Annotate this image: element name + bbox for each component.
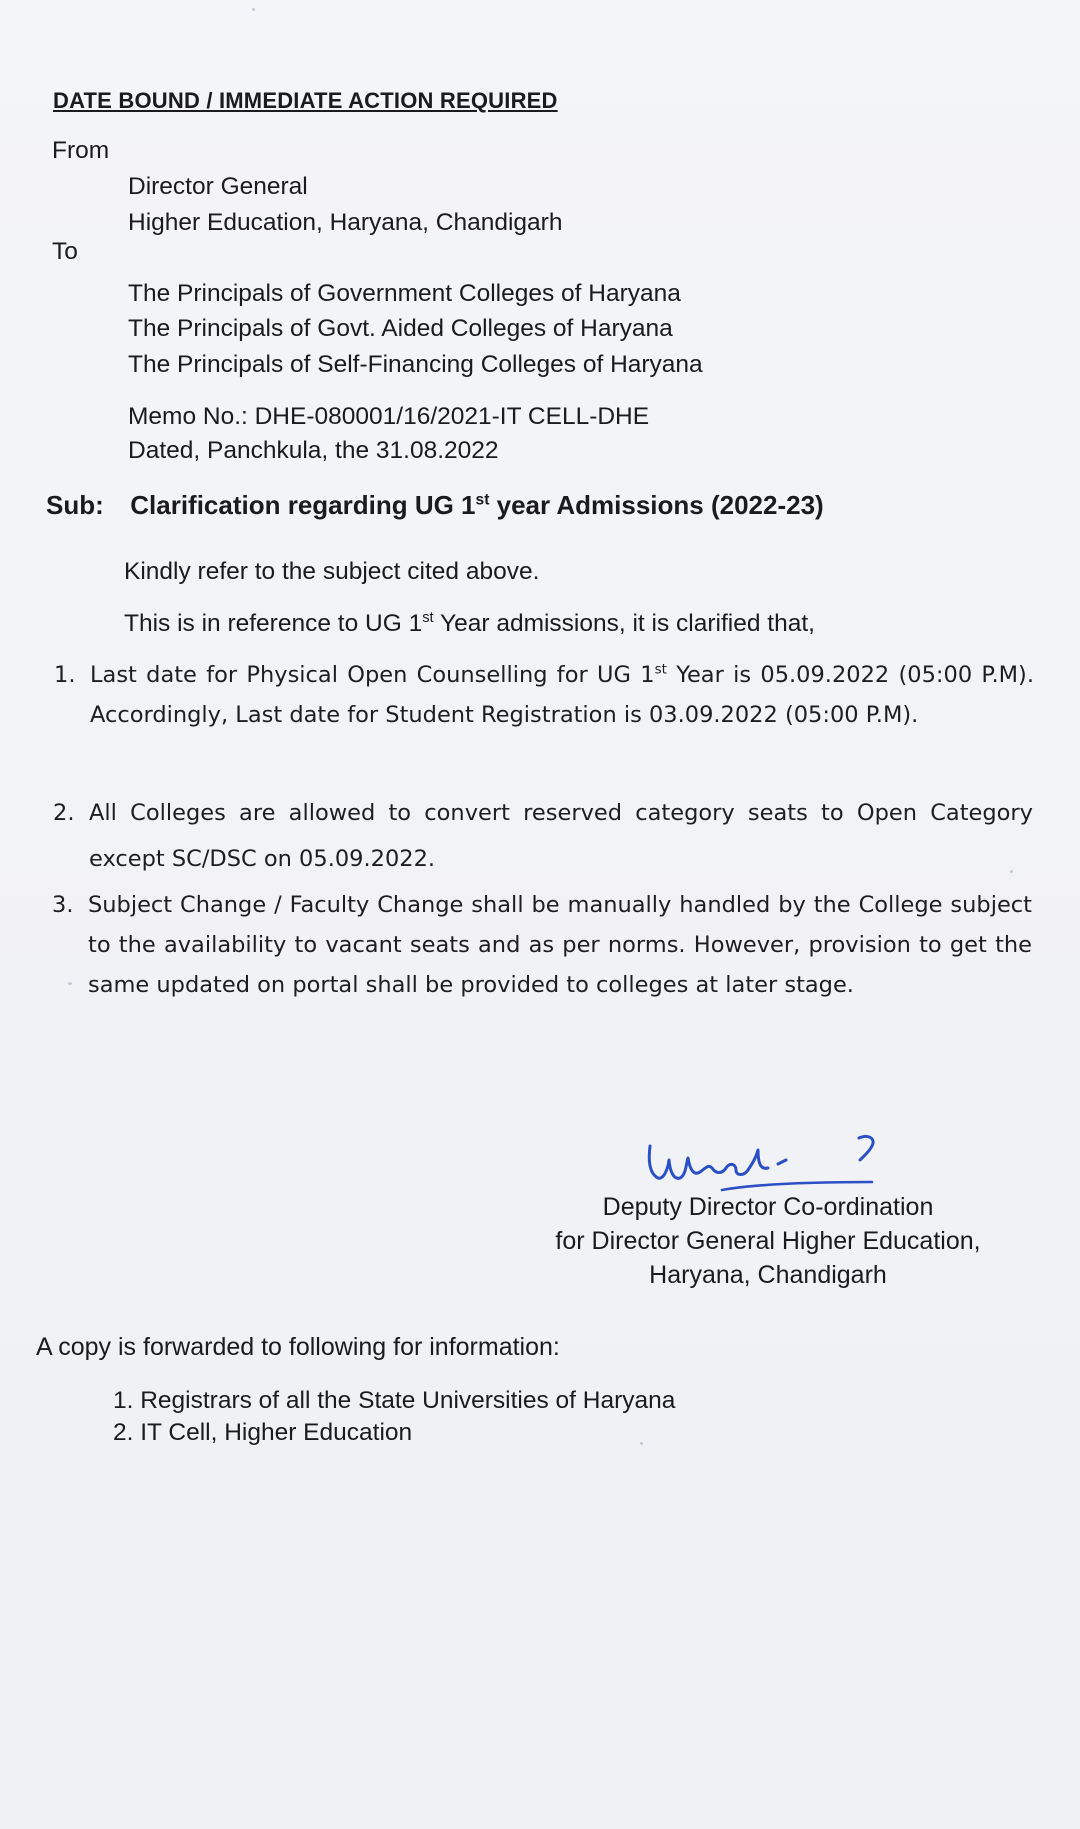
list-item-3: 3. Subject Change / Faculty Change shall be manually handled by the College subject to the availability to vacant seats and as per norms. However, provision to get the same updated on portal shall be provided to colleges at later stage. — [88, 885, 1032, 1005]
subject-text: Clarification regarding UG 1st year Admissions (2022-23) — [130, 490, 824, 520]
signatory-line: Deputy Director Co-ordination — [602, 1193, 934, 1221]
list-number: 2. — [53, 800, 75, 826]
signatory-line: Haryana, Chandigarh — [649, 1261, 887, 1289]
to-line: The Principals of Govt. Aided Colleges of Haryana — [128, 315, 673, 342]
subject-label: Sub: — [46, 490, 104, 520]
from-label: From — [52, 137, 110, 164]
copy-intro: A copy is forwarded to following for information: — [36, 1333, 560, 1361]
to-line: The Principals of Self-Financing Colleges of Haryana — [128, 351, 703, 378]
intro-paragraph-1: Kindly refer to the subject cited above. — [124, 558, 540, 585]
from-line: Higher Education, Haryana, Chandigarh — [128, 209, 563, 236]
subject-line — [46, 490, 824, 521]
intro-paragraph-2: This is in reference to UG 1st Year admissions, it is clarified that, — [124, 609, 815, 637]
list-item-2: 2. All Colleges are allowed to convert reserved category seats to Open Category except SC/DSC on 05.09.2022. — [89, 790, 1033, 882]
from-line: Director General — [128, 173, 308, 200]
signature — [636, 1128, 906, 1198]
to-label: To — [52, 238, 78, 265]
dated-line: Dated, Panchkula, the 31.08.2022 — [128, 437, 499, 464]
copy-to-item: 1. Registrars of all the State Universities of Haryana — [113, 1387, 676, 1414]
copy-to-list — [113, 1385, 675, 1449]
signatory-line: for Director General Higher Education, — [555, 1227, 981, 1255]
signatory-block — [548, 1190, 988, 1292]
to-line: The Principals of Government Colleges of Haryana — [128, 280, 681, 307]
scan-speck — [252, 8, 255, 11]
list-number: 3. — [52, 892, 74, 918]
urgency-heading: DATE BOUND / IMMEDIATE ACTION REQUIRED — [53, 88, 558, 113]
copy-to-item: 2. IT Cell, Higher Education — [113, 1419, 413, 1446]
memo-number: Memo No.: DHE-080001/16/2021-IT CELL-DHE — [128, 403, 650, 430]
list-item-1: 1. Last date for Physical Open Counselling for UG 1st Year is 05.09.2022 (05:00 P.M). Accordingly, Last date for Student Registration is 03.09.2022 (05:00 P.M). — [90, 655, 1034, 735]
scan-speck — [68, 982, 72, 985]
list-number: 1. — [54, 662, 76, 688]
